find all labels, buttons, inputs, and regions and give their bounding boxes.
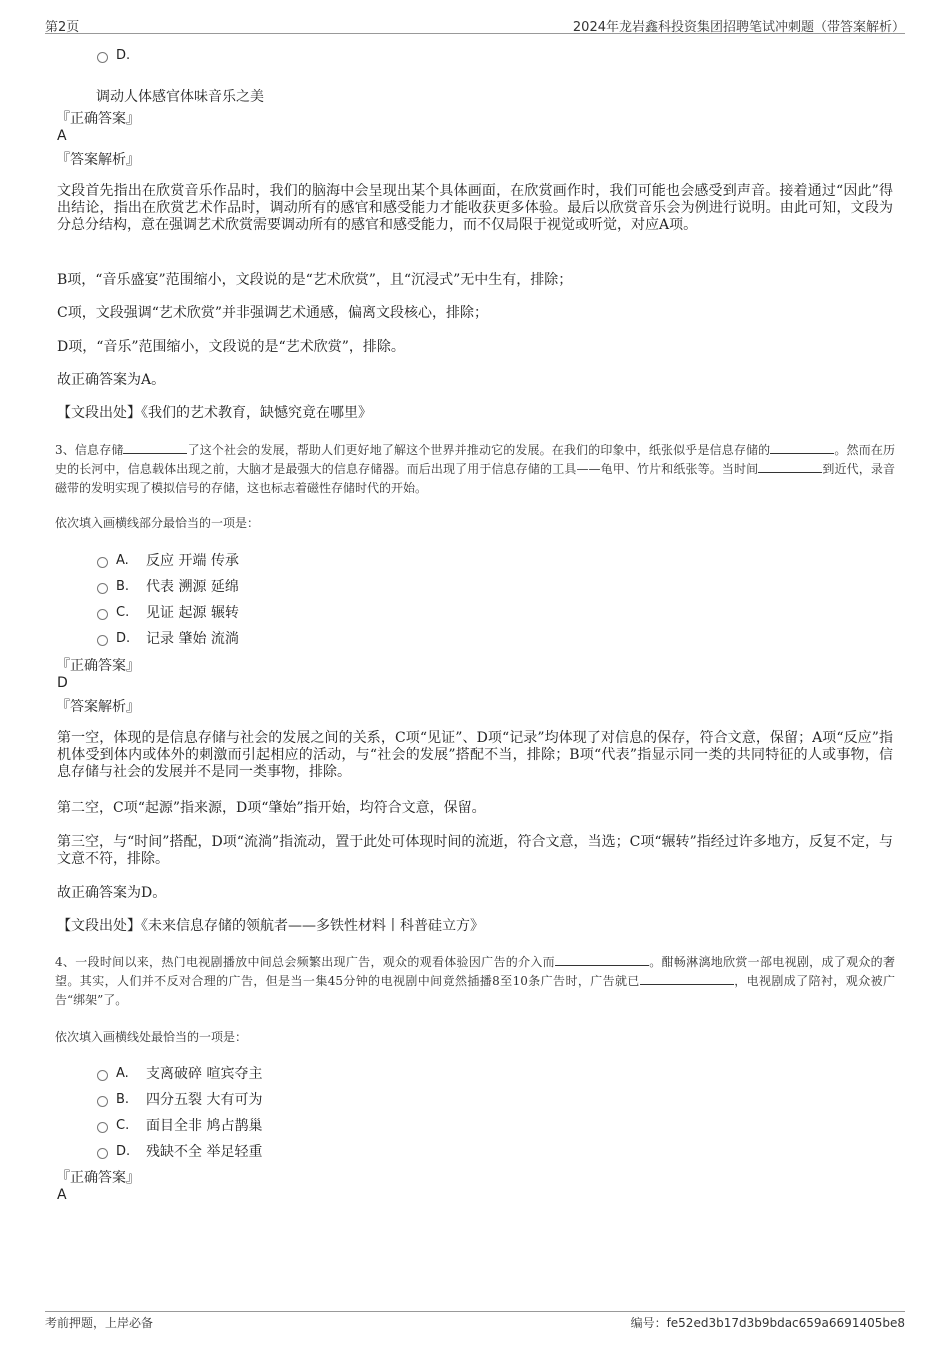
analysis-paragraph: 文段首先指出在欣赏音乐作品时，我们的脑海中会呈现出某个具体画面，在欣赏画作时，我们可能也会感受到声音。接着通过“因此”得出结论，指出在欣赏艺术作品时，调动所有的感官和感受能力才能收获更多体验。最后以欣赏音乐会为例进行说明。由此可知，文段为分总分结构，意在强调艺术欣赏需要调动所有的感官和感受能力，而不仅局限于视觉或听觉，对应A项。 [57,183,893,233]
q4-option-d[interactable]: D. 残缺不全 举足轻重 [97,1141,262,1161]
q4-prompt: 依次填入画横线处最恰当的一项是： [55,1030,248,1044]
q4-stem: 4、一段时间以来，热门电视剧播放中间总会频繁出现广告，观众的观看体验因广告的介入而 。酣畅淋漓地欣赏一部电视剧，成了观众的奢望。其实，人们并不反对合理的广告，但是当一集45分钟的电视剧中间竟然插播8至10条广告时，广告就已 ，电视剧成了陪衬，观众被广告“绑架”了。 [55,955,895,1007]
answer-value: A [57,128,67,144]
source-citation: 【文段出处】《未来信息存储的领航者——多铁性材料丨科普硅立方》 [57,918,484,934]
answer-value: A [57,1187,67,1203]
q3-option-d[interactable]: D. 记录 肇始 流淌 [97,628,239,648]
analysis-label: 『答案解析』 [56,152,140,168]
analysis-paragraph: C项，文段强调“艺术欣赏”并非强调艺术通感，偏离文段核心，排除； [57,305,489,321]
answer-value: D [57,675,68,691]
radio-icon[interactable] [97,557,108,568]
radio-icon[interactable] [97,1070,108,1081]
q4-option-c[interactable]: C. 面目全非 鸠占鹊巢 [97,1115,262,1135]
footer-divider [45,1311,905,1312]
document-id: 编号：fe52ed3b17d3b9bdac659a6691405be8 [630,1316,905,1330]
q3-option-b[interactable]: B. 代表 溯源 延绵 [97,576,239,596]
fill-blank[interactable] [640,972,734,985]
analysis-paragraph: 第三空，与“时间”搭配，D项“流淌”指流动，置于此处可体现时间的流逝，符合文意，当选；C项“辗转”指经过许多地方，反复不定，与文意不符，排除。 [57,834,893,867]
source-citation: 【文段出处】《我们的艺术教育，缺憾究竟在哪里》 [57,405,372,421]
fill-blank[interactable] [758,460,822,473]
analysis-paragraph: B项，“音乐盛宴”范围缩小，文段说的是“艺术欣赏”，且“沉浸式”无中生有，排除； [57,272,573,288]
answer-label: 『正确答案』 [56,658,140,674]
q3-option-c[interactable]: C. 见证 起源 辗转 [97,602,239,622]
header-divider [45,33,905,34]
q2-option-d-text: 调动人体感官体味音乐之美 [96,89,264,105]
radio-icon[interactable] [97,583,108,594]
q4-option-a[interactable]: A. 支离破碎 喧宾夺主 [97,1063,262,1083]
radio-icon[interactable] [97,1148,108,1159]
document-title: 2024年龙岩鑫科投资集团招聘笔试冲刺题（带答案解析） [572,20,905,35]
option-letter: D. [116,48,131,63]
footer-slogan: 考前押题，上岸必备 [45,1316,154,1330]
analysis-paragraph: 故正确答案为A。 [57,372,166,388]
radio-icon[interactable] [97,1122,108,1133]
analysis-paragraph: 故正确答案为D。 [57,885,167,901]
q3-prompt: 依次填入画横线部分最恰当的一项是： [55,516,260,530]
analysis-label: 『答案解析』 [56,699,140,715]
radio-icon[interactable] [97,609,108,620]
fill-blank[interactable] [123,441,187,454]
q3-option-a[interactable]: A. 反应 开端 传承 [97,550,239,570]
q3-stem: 3、信息存储 了这个社会的发展，帮助人们更好地了解这个世界并推动它的发展。在我们的印象中，纸张似乎是信息存储的 。然而在历史的长河中，信息载体出现之前，大脑才是最强大的信息存储器。而后出现了用于信息存储的工具——龟甲、竹片和纸张等。当时间 到近代，录音磁带的发明实现了模拟信号的存储，这也标志着磁性存储时代的开始。 [55,443,895,495]
analysis-paragraph: D项，“音乐”范围缩小，文段说的是“艺术欣赏”，排除。 [57,339,405,355]
radio-icon[interactable] [97,1096,108,1107]
page-number: 第2页 [45,20,80,35]
answer-label: 『正确答案』 [56,1170,140,1186]
analysis-paragraph: 第二空，C项“起源”指来源，D项“肇始”指开始，均符合文意，保留。 [57,800,486,816]
q2-option-d[interactable] [97,48,146,63]
analysis-paragraph: 第一空，体现的是信息存储与社会的发展之间的关系，C项“见证”、D项“记录”均体现了对信息的保存，符合文意，保留；A项“反应”指机体受到体内或体外的刺激而引起相应的活动，与“社会的发展”搭配不当，排除；B项“代表”指显示同一类的共同特征的人或事物，信息存储与社会的发展并不是同一类事物，排除。 [57,730,893,780]
radio-icon[interactable] [97,635,108,646]
fill-blank[interactable] [555,953,649,966]
fill-blank[interactable] [770,441,834,454]
radio-icon[interactable] [97,52,108,63]
q4-option-b[interactable]: B. 四分五裂 大有可为 [97,1089,262,1109]
answer-label: 『正确答案』 [56,111,140,127]
